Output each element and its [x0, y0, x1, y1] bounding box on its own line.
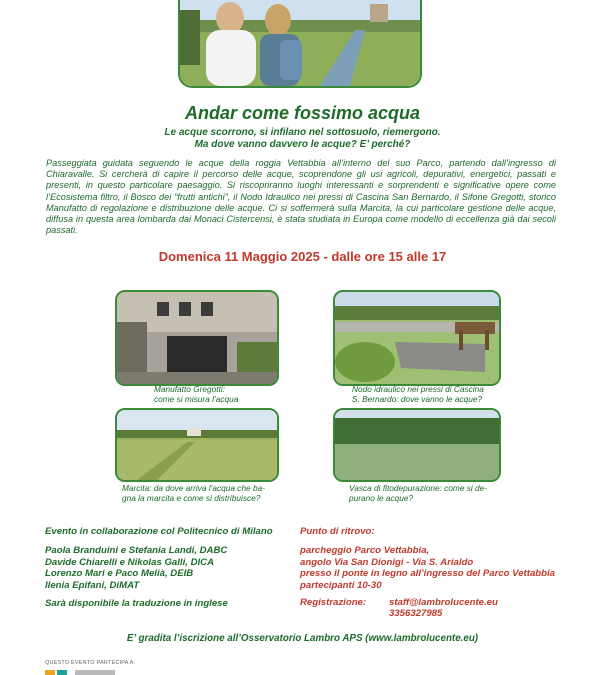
photo-caption-1: Manufatto Gregotti: come si misura l’acqua	[154, 384, 239, 404]
subtitle-line-1: Le acque scorrono, si infilano nel sottosuolo, riemergono.	[164, 127, 441, 138]
footer-note: E’ gradita l’iscrizione all’Osservatorio Lambro APS (www.lambrolucente.eu)	[126, 633, 479, 644]
photo-manufatto-gregotti	[115, 290, 279, 386]
photo-vasca-fitodepurazione	[333, 408, 501, 482]
photo-nodo-idraulico	[333, 290, 501, 386]
meeting-point-heading: Punto di ritrovo:	[300, 526, 375, 537]
collaboration-intro: Evento in collaborazione col Politecnico di Milano	[45, 526, 273, 537]
translation-note: Sarà disponibile la traduzione in inglese	[45, 598, 228, 609]
page-title: Andar come fossimo acqua	[184, 103, 421, 123]
registration-phone: 3356327985	[389, 608, 443, 619]
photo-marcita	[115, 408, 279, 482]
subtitle-line-2: Ma dove vanno davvero le acque? E’ perché?	[194, 139, 411, 150]
collaborator-item: Davide Chiarelli e Nikolas Galli, DICA	[45, 556, 215, 568]
collaborators-list	[45, 545, 227, 591]
collaborator-item: Ilenia Epifani, DiMAT	[45, 579, 140, 591]
event-date: Domenica 11 Maggio 2025 - dalle ore 15 alle 17	[158, 249, 447, 264]
photo-caption-4: Vasca di fitodepurazione: come si de- purano le acque?	[349, 483, 488, 503]
photo-caption-2: Nodo idraulico nei pressi di Cascina S. Bernardo: dove vanno le acque?	[352, 384, 484, 404]
photo-caption-3: Marcita: da dove arriva l’acqua che ba- gna la marcita e come si distribuisce?	[122, 483, 265, 503]
event-description: Passeggiata guidata seguendo le acque della roggia Vettabbia all’interno del suo Parco, partendo dall’ingresso di Chiaravalle. Si cercherà di capire il percorso delle acque, scoprendone gli usi agricoli, depurativi, energetici, passati e presenti, in questo particolare paesaggio. Si riscopriranno luoghi interessanti e sorprendenti e significative opere come l’Ecosistema filtro, il Bosco dei “frutti antichi”, il Nodo Idraulico nei pressi di Cascina San Bernardo, il Sifone Gregotti, storico Manufatto di regolazione e distribuzione delle acque. Ci si soffermerà sulla Marcita, la cui particolare gestione delle acque, diffusa in questa area lombarda dai Monaci Cistercensi, è stata studiata in Europa come modello di eccellenza già dai secoli passati.	[46, 158, 556, 236]
sponsor-label: QUESTO EVENTO PARTECIPA A:	[45, 660, 136, 666]
meeting-point-details: parcheggio Parco Vettabbia, angolo Via San Dionigi - Via S. Arialdo presso il ponte in legno all’ingresso del Parco Vettabbia partecipanti 10-30	[300, 545, 556, 591]
registration-label: Registrazione:	[300, 597, 367, 608]
collaborator-item: Lorenzo Mari e Paco Melià, DEIB	[45, 568, 194, 579]
sponsor-logo	[45, 670, 125, 675]
registration-email[interactable]: staff@lambrolucente.eu	[389, 597, 498, 608]
collaborator-item: Paola Branduini e Stefania Landi, DABC	[45, 545, 228, 556]
hero-photo	[178, 0, 422, 88]
